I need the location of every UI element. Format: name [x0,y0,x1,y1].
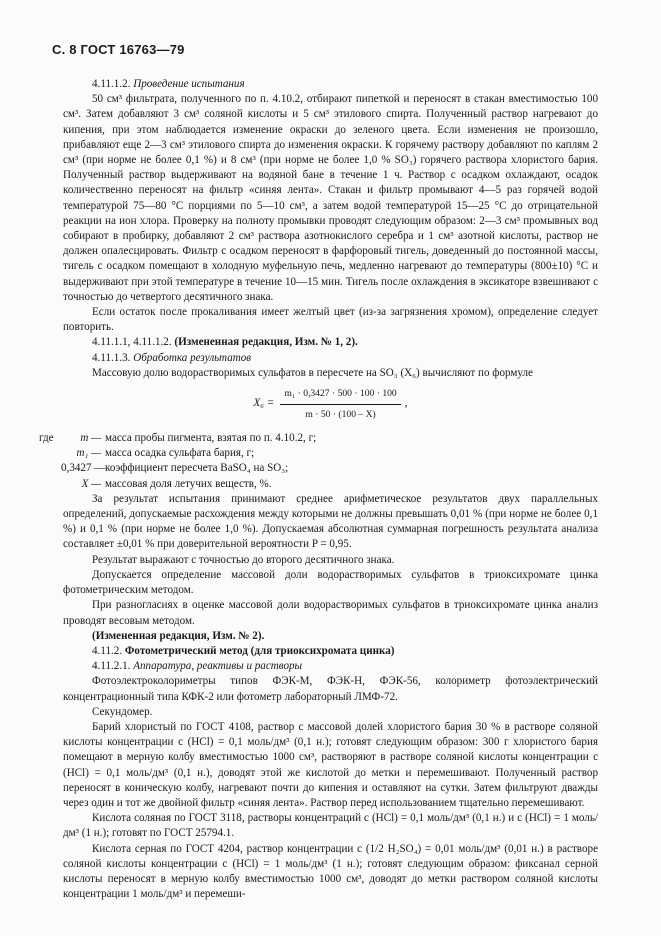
paragraph: 50 см³ фильтрата, полученного по п. 4.10.2, отбирают пипеткой и переносят в стакан вместимостью 100 см³. Затем добавляют 3 см³ соляной кислоты и 5 см³ этилового спирта. Полученный раствор нагревают до кипения, при этом наблюдается изменение окраски до зеленого цвета. Если изменения не произошло, прибавляют еще 2—3 см³ этилового спирта до изменения окраски. К горячему раствору добавляют по каплям 2 см³ (при норме не более 0,1 %) и 8 см³ (при норме не более 1,0 % SO₃) горячего раствора хлористого бария. Полученный раствор выдерживают на водяной бане в течение 1 ч. Раствор с осадком охлаждают, осадок количественно переносят на фильтр «синяя лента». Стакан и фильтр промывают 4—5 раз горячей водой температурой 75—80 °С порциями по 5—10 см³, а затем водой температурой 15—25 °С до отрицательной реакции на ион хлора. Проверку на полноту промывки проводят следующим образом: 2—3 см³ промывных вод собирают в пробирку, добавляют 2 см³ раствора азотнокислого серебра и 1 см³ азотной кислоты, раствор не должен опалесцировать. Фильтр с осадком переносят в фарфоровый тигель, доведенный до постоянной массы, тигель с осадком помещают в холодную муфельную печь, медленно нагревают до температуры (800±10) °С и выдерживают при этой температуре в течение 10—15 мин. Тигель после охлаждения в эксикаторе взвешивают с точностью до четвертого десятичного знака. [63,93,598,303]
amendment-note: (Измененная редакция, Изм. № 2). [92,629,265,642]
formula-fraction [280,386,400,421]
section-heading [63,351,598,366]
section-title: Аппаратура, реактивы и растворы [133,660,303,673]
document-body [39,77,598,902]
definition-lead: где [39,432,54,445]
paragraph: Фотоэлектроколориметры типов ФЭК-М, ФЭК-Н, ФЭК-56, колориметр фотоэлектрический концентрационный типа КФК-2 или фотометр лабораторный ЛМФ-72. [63,675,598,703]
formula-denominator: m · 50 · (100 – X) [305,408,376,420]
paragraph: Допускается определение массовой доли водорастворимых сульфатов в триоксихромате цинка фотометрическим методом. [63,568,598,597]
definition-text: масса пробы пигмента, взятая по п. 4.10.2, г; [105,432,317,445]
definition-row [39,431,598,446]
definition-text: масса осадка сульфата бария, г; [105,447,255,460]
amendment-note [63,335,598,350]
paragraph: Кислота серная по ГОСТ 4204, раствор концентрации с (1/2 H₂SO₄) = 0,01 моль/дм³ (0,01 н.) в растворе соляной кислоты концентрации с (HCl) = 1 моль/дм³ (1 н.); готовят следующим образом: фиксанал серной кислоты переносят в мерную колбу вместимостью 1000 см³, доводят до метки раствором соляной кислоты концентрации 1 моль/дм³ и перемеши- [63,842,598,901]
paragraph: Секундомер. [92,705,153,718]
definition-text: коэффициент пересчета BaSO₄ на SO₃; [105,462,289,475]
amendment-text: (Измененная редакция, Изм. № 1, 2). [174,336,358,349]
section-number: 4.11.2.1. [92,660,131,673]
formula-lhs: X₆ = [253,397,275,410]
formula [63,385,598,423]
section-number: 4.11.1.2. [92,78,131,90]
paragraph: Массовую долю водорастворимых сульфатов в пересчете на SO₃ (X₆) вычисляют по формуле [92,366,533,379]
paragraph: За результат испытания принимают среднее арифметическое результатов двух параллельных определений, допускаемые расхождения между которыми не должны превышать 0,01 % (при норме не более 0,1 %) и 0,1 % (при норме не более 1,0 %). Допускаемая абсолютная суммарная погрешность результата анализа составляет ±0,01 % при доверительной вероятности P = 0,95. [63,492,598,551]
definition-symbol: X — [81,477,101,490]
variable-definitions [39,431,598,492]
section-heading [63,659,598,674]
formula-numerator: m₁ · 0,3427 · 500 · 100 · 100 [280,386,400,404]
paragraph: Барий хлористый по ГОСТ 4108, раствор с массовой долей хлористого бария 30 % в растворе соляной кислоты концентрации с (HCl) = 0,1 моль/дм³ (0,1 н.); готовят следующим образом: 300 г хлористого бария помещают в мерную колбу вместимостью 1000 см³, растворяют в растворе соляной кислоты концентрации с (HCl) = 0,1 моль/дм³ (0,1 н.), доводят этой же кислотой до метки и перемешивают. Полученный раствор переносят в коническую колбу, нагревают почти до кипения и оставляют на сутки. Затем фильтруют дважды через один и тот же двойной фильтр «синяя лента». Раствор перед использованием тщательно перемешивают. [63,720,598,809]
section-number: 4.11.1.1, 4.11.1.2. [92,336,172,349]
section-title: Проведение испытания [133,78,245,90]
section-title: Фотометрический метод (для триоксихромата цинка) [124,644,395,657]
definition-text: массовая доля летучих веществ, %. [105,477,272,490]
paragraph: Результат выражают с точностью до второго десятичного знака. [92,553,395,566]
paragraph: Если остаток после прокаливания имеет желтый цвет (из-за загрязнения хромом), определение следует повторить. [63,306,598,334]
definition-symbol: 0,3427 — [61,462,106,475]
section-heading [63,644,598,659]
section-heading [63,77,598,92]
page-header: С. 8 ГОСТ 16763—79 [52,42,185,57]
section-title: Обработка результатов [133,351,252,364]
definition-symbol: m — [80,432,101,445]
paragraph: Кислота соляная по ГОСТ 3118, растворы концентраций с (HCl) = 0,1 моль/дм³ (0,1 н.) и с (HCl) = 1 моль/дм³ (1 н.); готовят по ГОСТ 25794.1. [63,812,598,840]
definition-row [63,477,598,492]
definition-symbol: m₁ — [76,447,101,460]
section-number: 4.11.1.3. [92,351,131,364]
definition-row [63,446,598,461]
section-number: 4.11.2. [92,644,123,657]
definition-row [63,461,598,476]
paragraph: При разногласиях в оценке массовой доли водорастворимых сульфатов в триоксихромате цинка анализ проводят весовым методом. [63,599,598,627]
formula-tail: , [404,397,408,410]
